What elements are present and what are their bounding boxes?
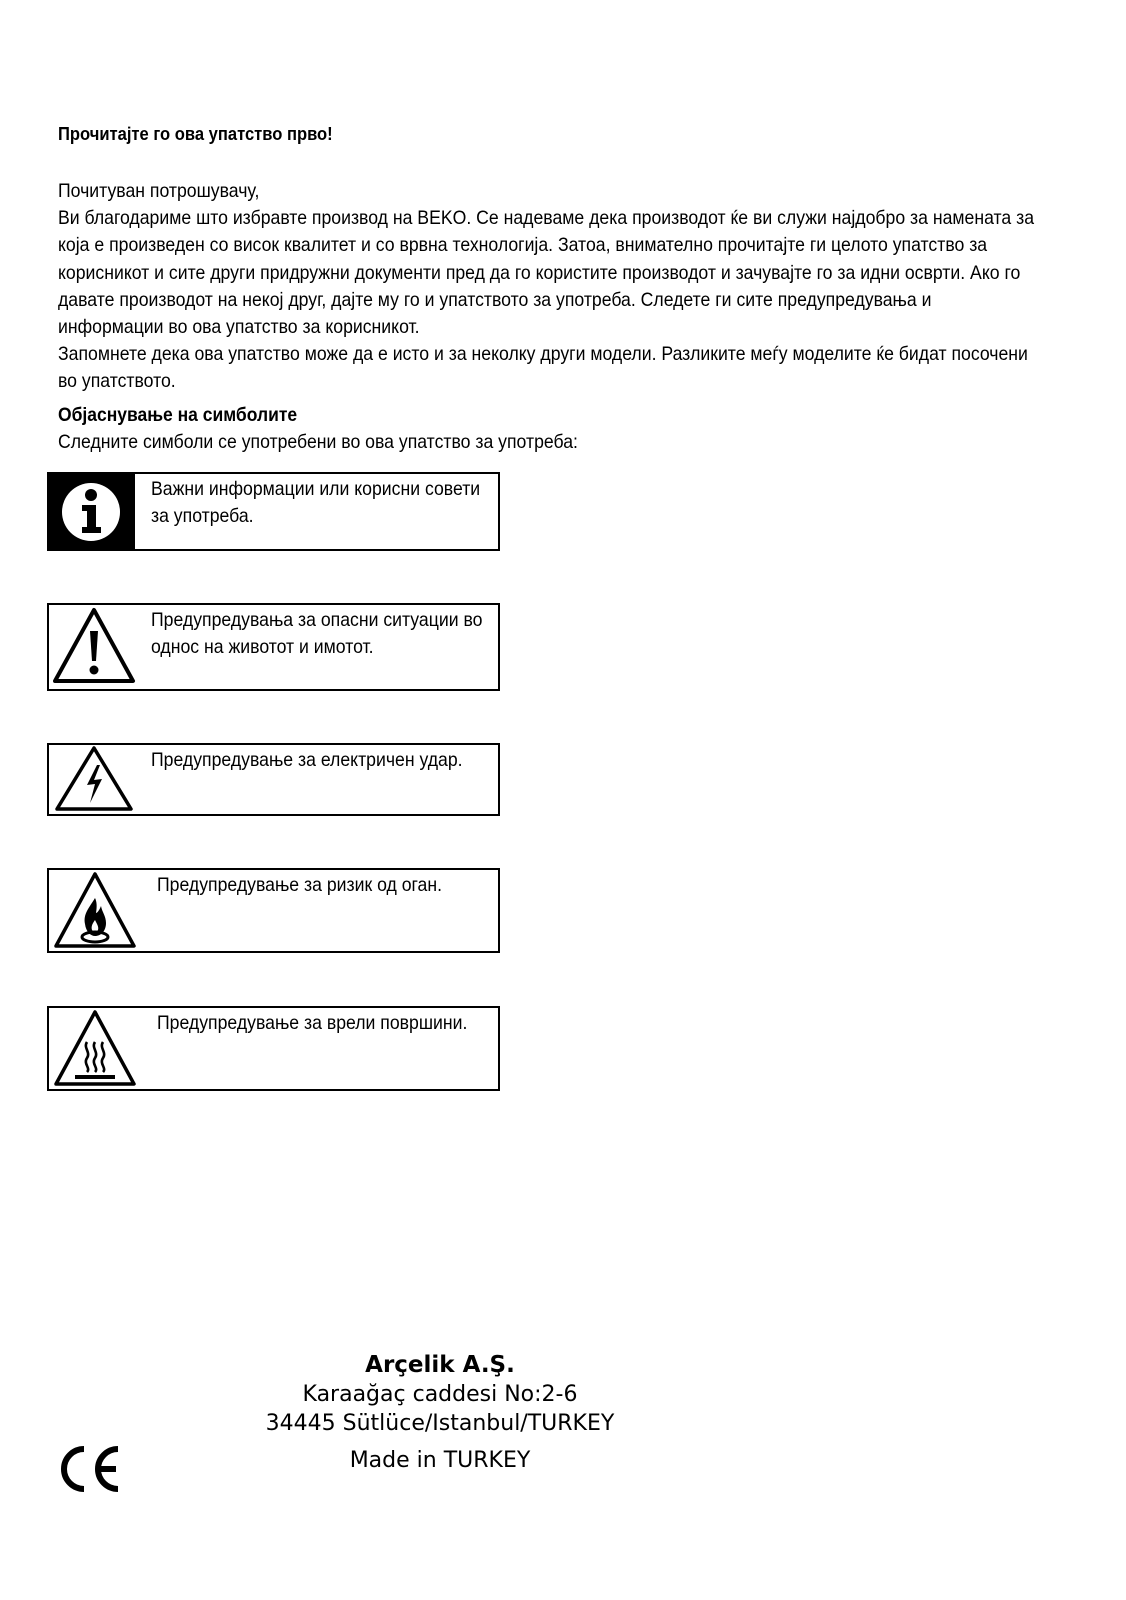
symbol-text-hot: Предупредување за врели површини.	[157, 1012, 468, 1034]
warning-icon	[49, 605, 139, 689]
page-heading: Прочитајте го ова упатство прво!	[58, 124, 333, 144]
symbol-text-info: Важни информации или корисни совети за употреба.	[151, 478, 481, 527]
symbol-box-electric	[47, 743, 500, 816]
intro-text	[58, 178, 1035, 396]
info-icon	[49, 474, 135, 549]
manufacturer-address	[250, 1350, 630, 1475]
symbol-box-warning	[47, 603, 500, 691]
symbol-box-hot	[47, 1006, 500, 1091]
company-name: Arçelik A.Ş.	[365, 1352, 515, 1378]
ce-mark-icon	[56, 1445, 122, 1498]
greeting: Почитуван потрошувачу,	[58, 180, 260, 202]
electric-shock-icon	[49, 745, 139, 814]
made-in: Made in TURKEY	[349, 1448, 531, 1473]
symbol-box-fire	[47, 868, 500, 953]
symbol-text-electric: Предупредување за електричен удар.	[151, 749, 463, 771]
symbols-intro: Следните симболи се употребени во ова упатство за употреба:	[58, 431, 578, 453]
symbol-text-fire: Предупредување за ризик од оган.	[157, 874, 443, 896]
fire-icon	[49, 870, 141, 951]
symbols-heading: Објаснување на симболите	[58, 405, 298, 426]
intro-paragraph-1: Ви благодариме што избравте производ на BEKO. Се надеваме дека производот ќе ви служи најдобро за намената за која е произведен со висок квалитет и со врвна технологија. Затоа, внимателно прочитајте ги целото упатство за корисникот и сите други придружни документи пред да го користите производот и зачувајте го за идни осврти. Ако го давате производот на некој друг, дајте му го и упатството за употреба. Следете ги сите предупредувања и информации во ова упатство за корисникот.	[58, 207, 1035, 339]
city-address: 34445 Sütlüce/Istanbul/TURKEY	[265, 1411, 615, 1436]
hot-surface-icon	[49, 1008, 141, 1089]
symbol-box-info	[47, 472, 500, 551]
street-address: Karaağaç caddesi No:2-6	[302, 1382, 578, 1407]
symbol-text-warning: Предупредувања за опасни ситуации во однос на животот и имотот.	[151, 609, 483, 658]
intro-paragraph-2: Запомнете дека ова упатство може да е исто и за неколку други модели. Разликите меѓу моделите ќе бидат посочени во упатството.	[58, 343, 1028, 393]
